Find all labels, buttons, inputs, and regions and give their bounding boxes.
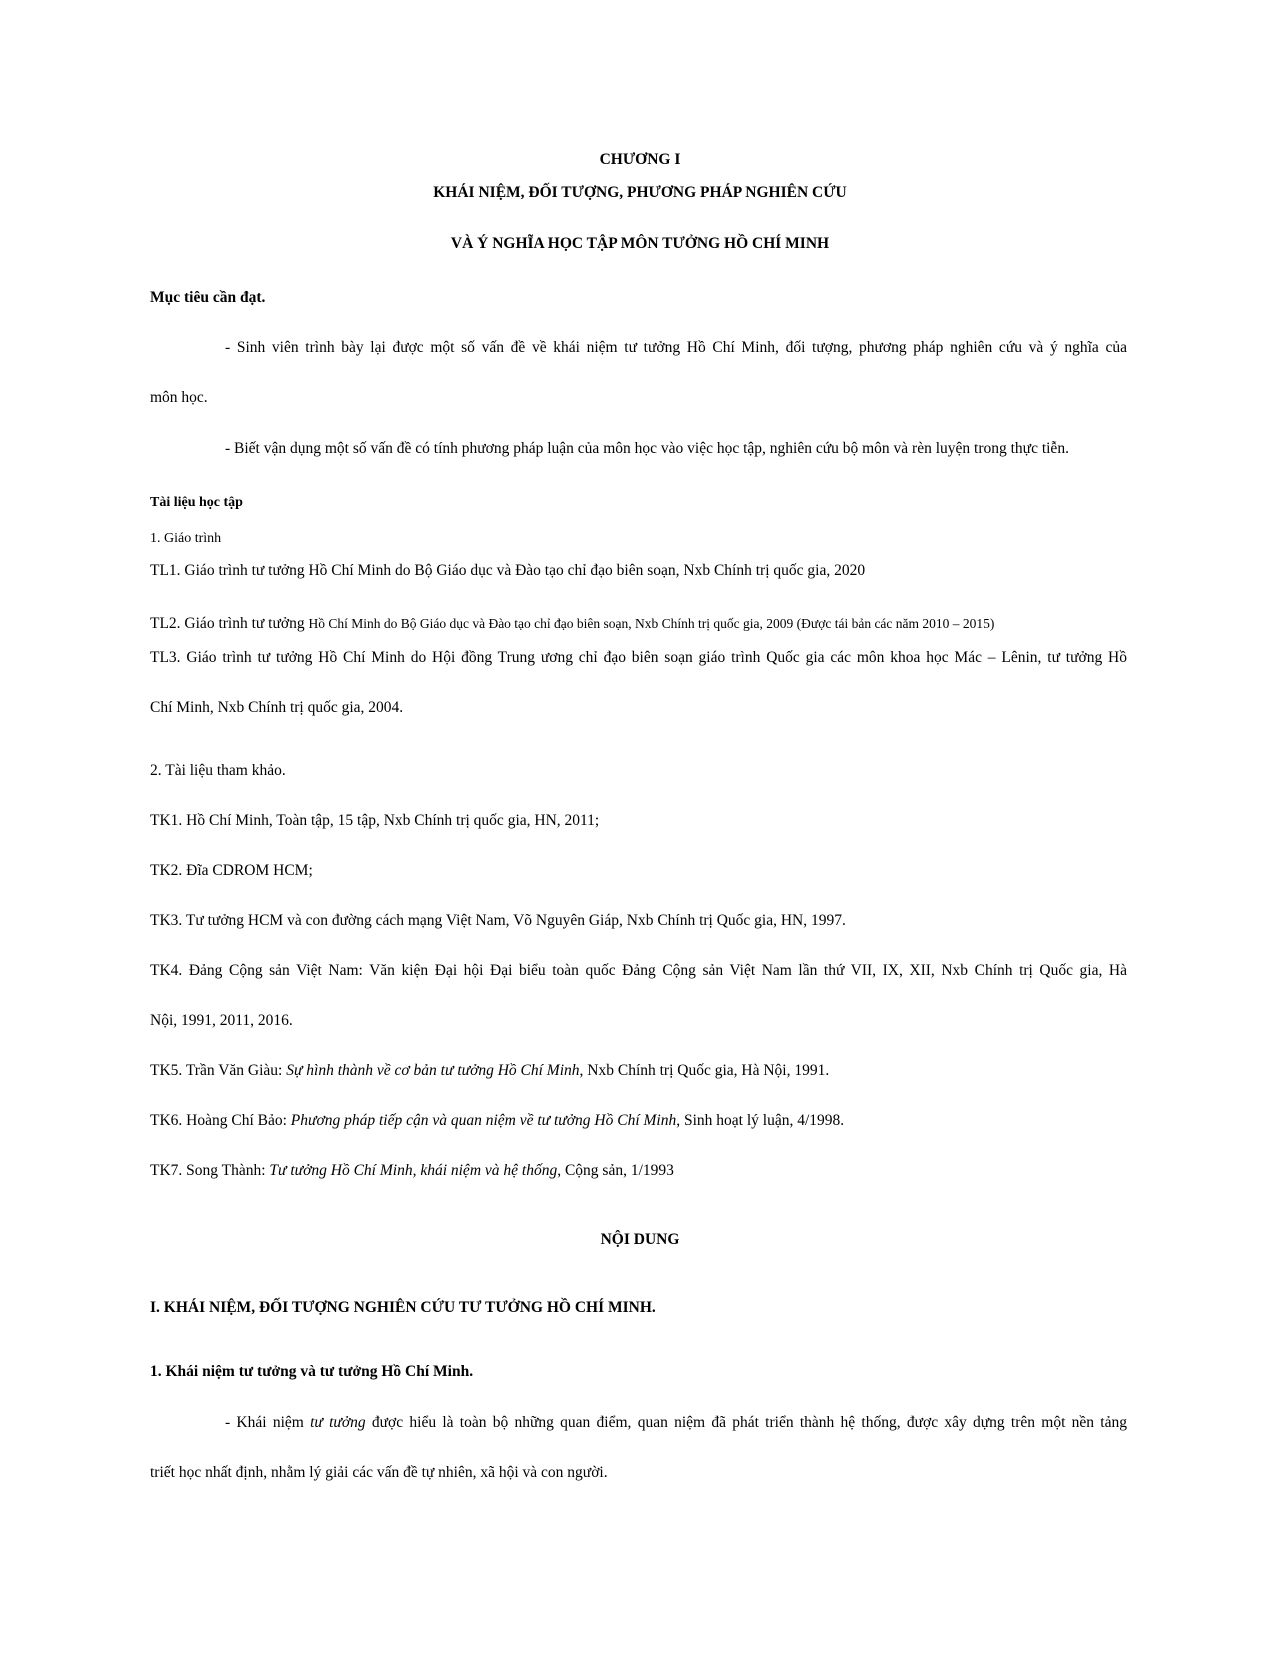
reference-tk7 [150, 1161, 674, 1181]
reference-heading: 2. Tài liệu tham khảo. [150, 762, 286, 779]
section-1-heading: I. KHÁI NIỆM, ĐỐI TƯỢNG NGHIÊN CỨU TƯ TƯỞNG HỒ CHÍ MINH. [150, 1299, 656, 1316]
textbook-tl3-line1: TL3. Giáo trình tư tưởng Hồ Chí Minh do Hội đồng Trung ương chỉ đạo biên soạn giáo trình Quốc gia các môn khoa học Mác – Lênin, tư tưởng Hồ [150, 649, 1127, 666]
reference-tk5-prefix: TK5. Trần Văn Giàu: [150, 1062, 287, 1079]
paragraph-1-line2: triết học nhất định, nhằm lý giải các vấn đề tự nhiên, xã hội và con người. [150, 1464, 608, 1481]
reference-tk7-title: Tư tưởng Hồ Chí Minh, khái niệm và hệ thống [269, 1162, 558, 1179]
reference-tk7-prefix: TK7. Song Thành: [150, 1162, 270, 1179]
reference-tk6 [150, 1111, 844, 1131]
textbook-tl3-line2: Chí Minh, Nxb Chính trị quốc gia, 2004. [150, 699, 404, 716]
reference-tk5 [150, 1061, 829, 1081]
textbook-tl2-part1: TL2. Giáo trình tư tưởng [150, 615, 305, 632]
content-title: NỘI DUNG [600, 1231, 680, 1248]
chapter-title-line1: KHÁI NIỆM, ĐỐI TƯỢNG, PHƯƠNG PHÁP NGHIÊN CỨU [433, 184, 847, 201]
paragraph-1-term: tư tưởng [310, 1414, 366, 1431]
reference-tk7-suffix: , Cộng sản, 1/1993 [557, 1162, 674, 1179]
paragraph-1-line1 [225, 1413, 1127, 1433]
reference-tk4-line1: TK4. Đảng Cộng sản Việt Nam: Văn kiện Đại hội Đại biểu toàn quốc Đảng Cộng sản Việt Nam lần thứ VII, IX, XII, Nxb Chính trị Quốc gia, Hà [150, 962, 1127, 979]
textbook-heading: 1. Giáo trình [150, 531, 222, 546]
chapter-title-line2: VÀ Ý NGHĨA HỌC TẬP MÔN TƯỞNG HỒ CHÍ MINH [450, 235, 830, 252]
textbook-tl2-part2: Hồ Chí Minh do Bộ Giáo dục và Đào tạo chỉ đạo biên soạn, Nxb Chính trị quốc gia, 2009 (Được tái bản các năm 2010 – 2015) [308, 616, 995, 631]
reference-tk5-title: Sự hình thành về cơ bản tư tưởng Hồ Chí Minh [286, 1062, 580, 1079]
subsection-1-heading: 1. Khái niệm tư tưởng và tư tưởng Hồ Chí Minh. [150, 1363, 474, 1380]
paragraph-1-suffix: được hiểu là toàn bộ những quan điểm, quan niệm đã phát triển thành hệ thống, được xây dựng trên một nền tảng [365, 1414, 1127, 1431]
objective-item-1-line2: môn học. [150, 389, 208, 406]
reference-tk6-suffix: , Sinh hoạt lý luận, 4/1998. [676, 1112, 845, 1129]
reference-tk5-suffix: , Nxb Chính trị Quốc gia, Hà Nội, 1991. [579, 1062, 830, 1079]
reference-tk6-title: Phương pháp tiếp cận và quan niệm về tư tưởng Hồ Chí Minh [290, 1112, 677, 1129]
reference-tk4-line2: Nội, 1991, 2011, 2016. [150, 1012, 293, 1029]
textbook-tl1: TL1. Giáo trình tư tưởng Hồ Chí Minh do Bộ Giáo dục và Đào tạo chỉ đạo biên soạn, Nxb Chính trị quốc gia, 2020 [150, 562, 866, 579]
objectives-title: Mục tiêu cần đạt. [150, 289, 266, 306]
reference-tk2: TK2. Đĩa CDROM HCM; [150, 862, 313, 879]
materials-title: Tài liệu học tập [150, 495, 243, 510]
objective-item-1-line1: - Sinh viên trình bày lại được một số vấn đề về khái niệm tư tưởng Hồ Chí Minh, đối tượng, phương pháp nghiên cứu và ý nghĩa của [225, 339, 1127, 356]
objective-item-2: - Biết vận dụng một số vấn đề có tính phương pháp luận của môn học vào việc học tập, nghiên cứu bộ môn và rèn luyện trong thực tiễn. [225, 440, 1069, 457]
reference-tk1: TK1. Hồ Chí Minh, Toàn tập, 15 tập, Nxb Chính trị quốc gia, HN, 2011; [150, 812, 600, 829]
chapter-label: CHƯƠNG I [599, 151, 681, 168]
reference-tk6-prefix: TK6. Hoàng Chí Bảo: [150, 1112, 291, 1129]
paragraph-1-prefix: - Khái niệm [225, 1414, 311, 1431]
reference-tk3: TK3. Tư tưởng HCM và con đường cách mạng Việt Nam, Võ Nguyên Giáp, Nxb Chính trị Quốc gia, HN, 1997. [150, 912, 846, 929]
textbook-tl2 [150, 614, 994, 634]
